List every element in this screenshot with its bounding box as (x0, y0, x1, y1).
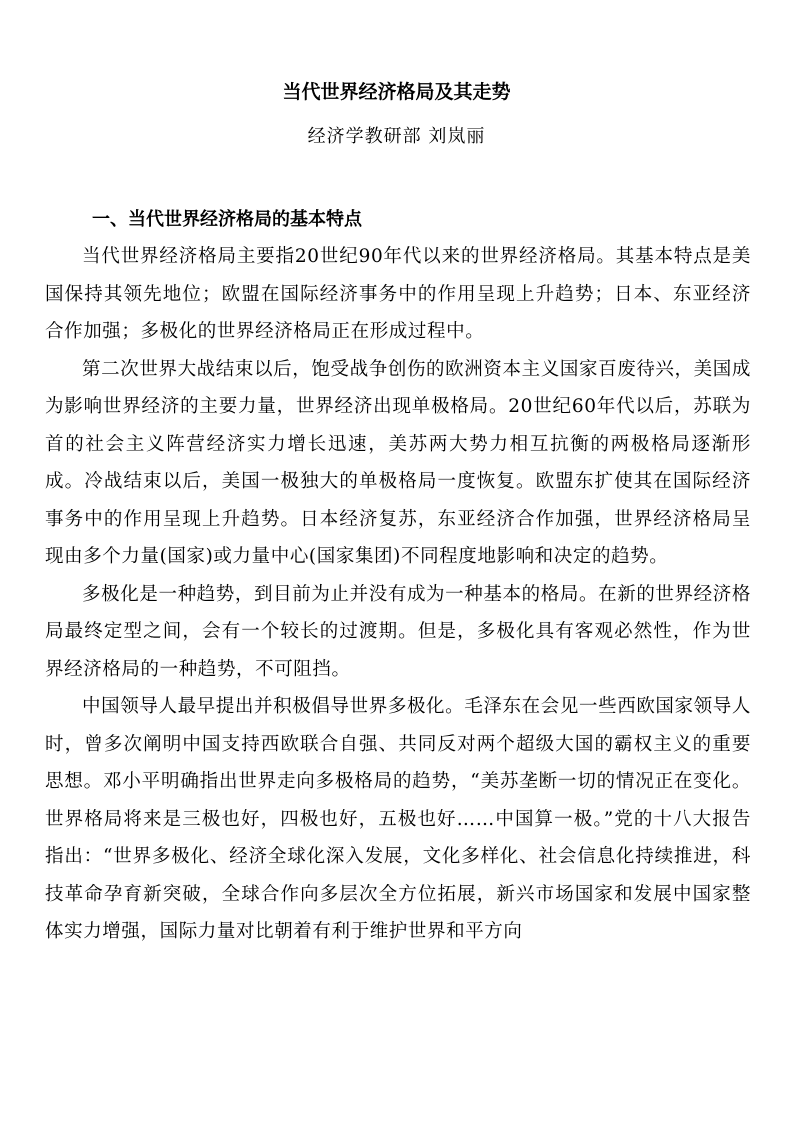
author-line: 经济学教研部 刘岚丽 (307, 126, 486, 147)
paragraph: 当代世界经济格局主要指20世纪90年代以来的世界经济格局。其基本特点是美国保持其领先地位；欧盟在国际经济事务中的作用呈现上升趋势；日本、东亚经济合作加强；多极化的世界经济格局正在形成过程中。 (45, 246, 751, 342)
document-body (45, 238, 751, 951)
paragraph: 多极化是一种趋势，到目前为止并没有成为一种基本的格局。在新的世界经济格局最终定型之间，会有一个较长的过渡期。但是，多极化具有客观必然性，作为世界经济格局的一种趋势，不可阻挡。 (45, 583, 751, 680)
paragraph: 第二次世界大战结束以后，饱受战争创伤的欧洲资本主义国家百废待兴，美国成为影响世界经济的主要力量，世界经济出现单极格局。20世纪60年代以后，苏联为首的社会主义阵营经济实力增长迅速，美苏两大势力相互抗衡的两极格局逐渐形成。冷战结束以后，美国一极独大的单极格局一度恢复。欧盟东扩使其在国际经济事务中的作用呈现上升趋势。日本经济复苏，东亚经济合作加强，世界经济格局呈现由多个力量(国家)或力量中心(国家集团)不同程度地影响和决定的趋势。 (45, 358, 751, 567)
section-heading: 一、当代世界经济格局的基本特点 (92, 209, 362, 230)
document-title: 当代世界经济格局及其走势 (282, 81, 511, 103)
paragraph: 中国领导人最早提出并积极倡导世界多极化。毛泽东在会见一些西欧国家领导人时，曾多次阐明中国支持西欧联合自强、共同反对两个超级大国的霸权主义的重要思想。邓小平明确指出世界走向多极格局的趋势，“美苏垄断一切的情况正在变化。世界格局将来是三极也好，四极也好，五极也好……中国算一极。”党的十八大报告指出：“世界多极化、经济全球化深入发展，文化多样化、社会信息化持续推进，科技革命孕育新突破，全球合作向多层次全方位拓展，新兴市场国家和发展中国家整体实力增强，国际力量对比朝着有利于维护世界和平方向 (45, 696, 751, 942)
